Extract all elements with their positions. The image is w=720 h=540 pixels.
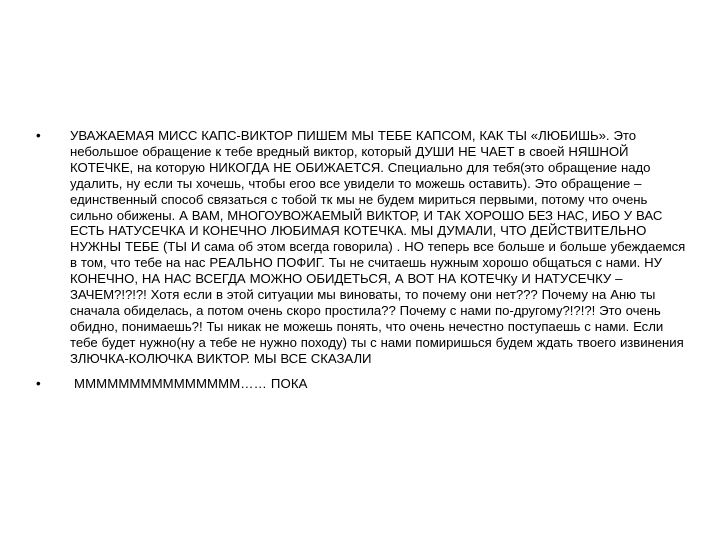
bullet-marker: • [36,375,41,391]
closing-text: МММММММММММММММ…… ПОКА [74,375,308,391]
bullet-marker: • [36,128,41,143]
bullet-list [36,128,686,392]
message-text: УВАЖАЕМАЯ МИСС КАПС-ВИКТОР ПИШЕМ МЫ ТЕБЕ КАПСОМ, КАК ТЫ «ЛЮБИШЬ». Это небольшое обращение к тебе вредный виктор, который ДУШИ НЕ ЧАЕТ в своей НЯШНОЙ КОТЕЧКЕ, на которую НИКОГДА НЕ ОБИЖАЕТСЯ. Специально для тебя(это обращение надо удалить, ну если ты хочешь, чтобы егоо все увидели то можешь оставить). Это обращение – единственный способ связаться с тобой тк мы не будем мириться первыми, потому что очень сильно обижены. А ВАМ, МНОГОУВОЖАЕМЫЙ ВИКТОР, И ТАК ХОРОШО БЕЗ НАС, ИБО У ВАС ЕСТЬ НАТУСЕЧКА И КОНЕЧНО ЛЮБИМАЯ КОТЕЧКА. МЫ ДУМАЛИ, ЧТО ДЕЙСТВИТЕЛЬНО НУЖНЫ ТЕБЕ (ТЫ И сама об этом всегда говорила) . НО теперь все больше и больше убеждаемся в том, что тебе на нас РЕАЛЬНО ПОФИГ. Ты не считаешь нужным хорошо общаться с нами. НУ КОНЕЧНО, НА НАС ВСЕГДА МОЖНО ОБИДЕТЬСЯ, А ВОТ НА КОТЕЧКу И НАТУСЕЧКУ – ЗАЧЕМ?!?!?! Хотя если в этой ситуации мы виноваты, то почему они нет??? Почему на Аню ты сначала обиделась, а потом очень скоро простила?? Почему с нами по-другому?!?!?! Это очень обидно, понимаешь?! Ты никак не можешь понять, что очень нечестно поступаешь с нами. Если тебе будет нужно(ну а тебе не нужно походу) ты с нами помиришься будем ждать твоего извинения ЗЛЮЧКА-КОЛЮЧКА ВИКТОР. МЫ ВСЕ СКАЗАЛИ [70,128,686,366]
bullet-item-closing [36,376,686,392]
bullet-item-message [36,128,686,367]
